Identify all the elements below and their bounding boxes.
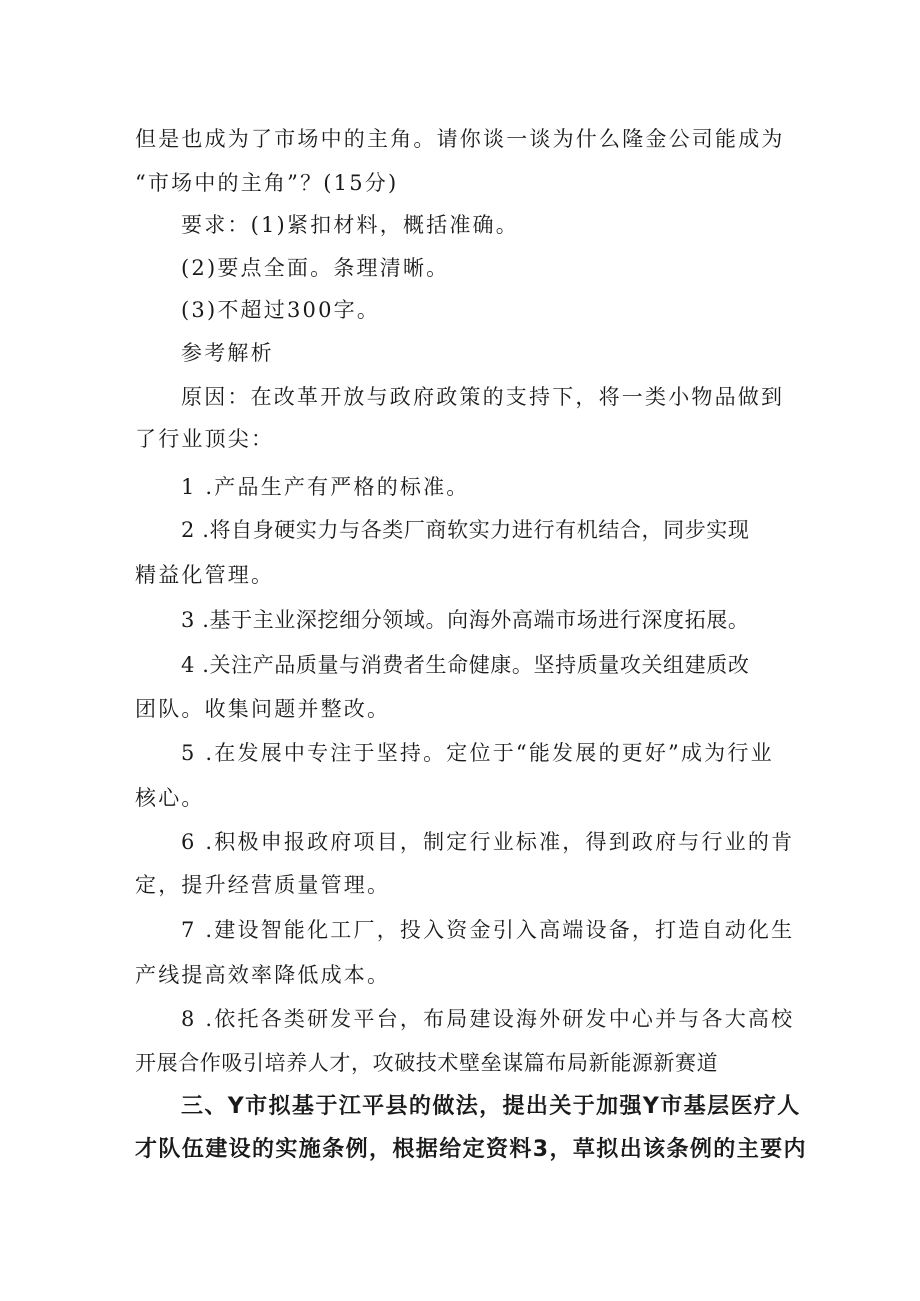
answer-item-2: 2 .将自身硬实力与各类厂商软实力进行有机结合，同步实现 — [181, 518, 750, 542]
requirement-1: 要求：(1)紧扣材料，概括准确。 — [181, 213, 519, 237]
answer-item-2-cont: 精益化管理。 — [135, 563, 275, 587]
answer-intro-line-1: 原因：在改革开放与政府政策的支持下，将一类小物品做到 — [181, 385, 785, 409]
question-text-line-1: 但是也成为了市场中的主角。请你谈一谈为什么隆金公司能成为 — [135, 127, 785, 151]
answer-heading: 参考解析 — [181, 341, 274, 365]
section-3-heading-line-2: 才队伍建设的实施条例，根据给定资料3，草拟出该条例的主要内 — [135, 1137, 807, 1162]
requirement-3: (3)不超过300字。 — [181, 298, 381, 322]
answer-item-3: 3 .基于主业深挖细分领域。向海外高端市场进行深度拓展。 — [181, 608, 750, 632]
answer-item-5: 5 .在发展中专注于坚持。定位于“能发展的更好”成为行业 — [181, 741, 774, 765]
requirement-2: (2)要点全面。条理清晰。 — [181, 256, 450, 280]
answer-item-8-cont: 开展合作吸引培养人才，攻破技术壁垒谋篇布局新能源新赛道 — [135, 1051, 719, 1075]
answer-intro-line-2: 了行业顶尖： — [135, 427, 275, 451]
answer-item-8: 8 .依托各类研发平台，布局建设海外研发中心并与各大高校 — [181, 1007, 795, 1031]
answer-item-4: 4 .关注产品质量与消费者生命健康。坚持质量攻关组建质改 — [181, 653, 750, 677]
answer-item-7-cont: 产线提高效率降低成本。 — [135, 963, 391, 987]
answer-item-6-cont: 定，提升经营质量管理。 — [135, 873, 391, 897]
answer-item-4-cont: 团队。收集问题并整改。 — [135, 697, 391, 721]
section-3-heading-line-1: 三、Y市拟基于江平县的做法，提出关于加强Y市基层医疗人 — [181, 1094, 801, 1119]
answer-item-5-cont: 核心。 — [135, 786, 205, 810]
answer-item-7: 7 .建设智能化工厂，投入资金引入高端设备，打造自动化生 — [181, 918, 795, 942]
question-text-line-2: “市场中的主角”？(15分) — [135, 171, 399, 195]
answer-item-6: 6 .积极申报政府项目，制定行业标准，得到政府与行业的肯 — [181, 830, 795, 854]
answer-item-1: 1 .产品生产有严格的标准。 — [181, 475, 470, 499]
